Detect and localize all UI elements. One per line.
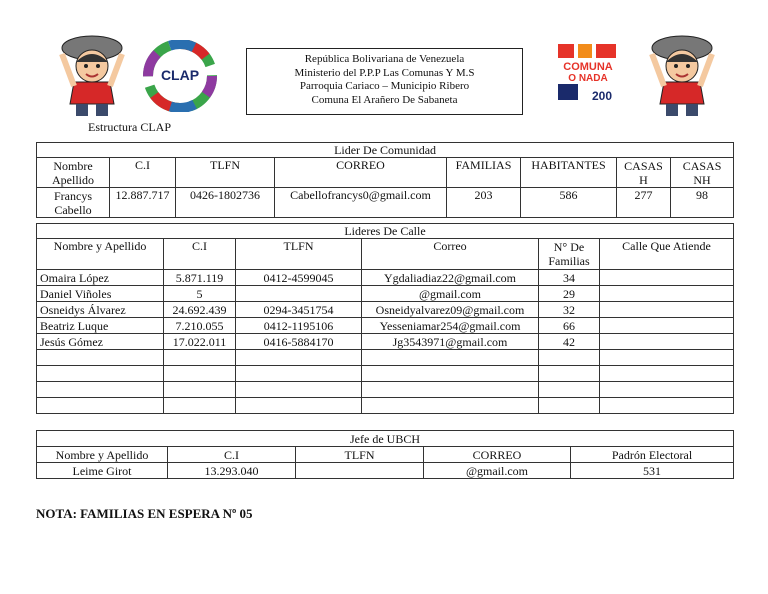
calle-ci: 5.871.119	[164, 270, 236, 286]
svg-text:O NADA: O NADA	[568, 73, 608, 84]
lider-comunidad-title: Lider De Comunidad	[37, 143, 734, 158]
svg-text:CLAP: CLAP	[160, 67, 200, 83]
header-correo: CORREO	[275, 158, 447, 188]
header-habitantes: HABITANTES	[521, 158, 617, 188]
header-familias: FAMILIAS	[447, 158, 521, 188]
calle-familias	[539, 366, 600, 382]
calle-ci: 7.210.055	[164, 318, 236, 334]
table-row	[37, 350, 734, 366]
estructura-label: Estructura CLAP	[88, 120, 171, 134]
calle-atiende	[600, 302, 734, 318]
ubch-correo: @gmail.com	[424, 463, 571, 479]
nota-familias-espera: NOTA: FAMILIAS EN ESPERA Nº 05	[36, 506, 253, 521]
child-logo-right	[640, 32, 724, 120]
calle-nombre	[37, 350, 164, 366]
calle-atiende	[600, 318, 734, 334]
calle-correo	[362, 350, 539, 366]
calle-tlfn: 0412-1195106	[236, 318, 362, 334]
header-nombre-apellido: Nombre Apellido	[37, 158, 110, 188]
table-row	[37, 382, 734, 398]
ubch-tlfn	[296, 463, 424, 479]
calle-nombre: Beatriz Luque	[37, 318, 164, 334]
table-row	[37, 270, 734, 286]
table-row	[37, 302, 734, 318]
lider-nombre: Francys Cabello	[37, 188, 110, 218]
svg-text:200: 200	[591, 89, 613, 103]
header-line-3: Parroquia Cariaco – Municipio Ribero	[299, 80, 470, 92]
header-box	[246, 48, 523, 115]
calle-atiende	[600, 382, 734, 398]
calle-nombre: Jesús Gómez	[37, 334, 164, 350]
jefe-ubch-table	[36, 430, 734, 479]
lider-correo: Cabellofrancys0@gmail.com	[275, 188, 447, 218]
calle-atiende	[600, 286, 734, 302]
calle-familias: 34	[539, 270, 600, 286]
ubch-nombre: Leime Girot	[37, 463, 168, 479]
lider-ci: 12.887.717	[110, 188, 176, 218]
calle-correo: Ygdaliadiaz22@gmail.com	[362, 270, 539, 286]
header-line-4: Comuna El Arañero De Sabaneta	[311, 93, 458, 106]
calle-familias: 42	[539, 334, 600, 350]
calle-tlfn: 0412-4599045	[236, 270, 362, 286]
calle-correo	[362, 398, 539, 414]
calle-correo	[362, 366, 539, 382]
calle-familias	[539, 382, 600, 398]
lider-familias: 203	[447, 188, 521, 218]
calle-nombre	[37, 366, 164, 382]
calle-nombre	[37, 382, 164, 398]
lideres-calle-rows	[37, 270, 734, 414]
lider-tlfn: 0426-1802736	[176, 188, 275, 218]
calle-familias: 32	[539, 302, 600, 318]
calle-atiende	[600, 334, 734, 350]
calle-tlfn	[236, 350, 362, 366]
calle-header-ci: C.I	[164, 239, 236, 270]
calle-header-correo: Correo	[362, 239, 539, 270]
calle-ci	[164, 350, 236, 366]
calle-ci	[164, 398, 236, 414]
calle-familias: 29	[539, 286, 600, 302]
table-row	[37, 286, 734, 302]
calle-tlfn: 0294-3451754	[236, 302, 362, 318]
table-row	[37, 318, 734, 334]
clap-logo	[138, 40, 222, 112]
header-line-2: Ministerio del P.P.P Las Comunas Y M.S	[294, 66, 475, 79]
calle-tlfn	[236, 398, 362, 414]
jefe-ubch-title: Jefe de UBCH	[37, 431, 734, 447]
calle-ci	[164, 382, 236, 398]
calle-atiende	[600, 350, 734, 366]
ubch-header-padron: Padrón Electoral	[571, 447, 734, 463]
calle-header-familias: N° De Familias	[539, 239, 600, 270]
lider-comunidad-table	[36, 142, 734, 218]
header-ci: C.I	[110, 158, 176, 188]
child-logo-left	[50, 32, 134, 120]
calle-tlfn	[236, 366, 362, 382]
lider-casas-h: 277	[617, 188, 671, 218]
calle-familias	[539, 350, 600, 366]
calle-atiende	[600, 270, 734, 286]
calle-correo	[362, 382, 539, 398]
svg-text:COMUNA: COMUNA	[563, 61, 613, 73]
calle-nombre: Omaira López	[37, 270, 164, 286]
calle-tlfn: 0416-5884170	[236, 334, 362, 350]
header-tlfn: TLFN	[176, 158, 275, 188]
calle-correo: Yesseniamar254@gmail.com	[362, 318, 539, 334]
table-row	[37, 398, 734, 414]
calle-tlfn	[236, 286, 362, 302]
calle-correo: Osneidyalvarez09@gmail.com	[362, 302, 539, 318]
header-line-1: República Bolivariana de Venezuela	[304, 53, 465, 65]
calle-nombre: Osneidys Álvarez	[37, 302, 164, 318]
calle-nombre	[37, 398, 164, 414]
ubch-header-tlfn: TLFN	[296, 447, 424, 463]
calle-ci: 24.692.439	[164, 302, 236, 318]
calle-correo: Jg3543971@gmail.com	[362, 334, 539, 350]
ubch-header-ci: C.I	[168, 447, 296, 463]
lideres-calle-table	[36, 223, 734, 414]
calle-header-nombre: Nombre y Apellido	[37, 239, 164, 270]
ubch-padron: 531	[571, 463, 734, 479]
calle-familias	[539, 398, 600, 414]
calle-header-tlfn: TLFN	[236, 239, 362, 270]
header-casas-nh: CASAS NH	[671, 158, 734, 188]
table-row	[37, 334, 734, 350]
table-row	[37, 366, 734, 382]
comuna-o-nada-logo	[556, 42, 620, 108]
ubch-header-correo: CORREO	[424, 447, 571, 463]
calle-header-calle: Calle Que Atiende	[600, 239, 734, 270]
calle-ci: 17.022.011	[164, 334, 236, 350]
calle-ci	[164, 366, 236, 382]
calle-ci: 5	[164, 286, 236, 302]
ubch-ci: 13.293.040	[168, 463, 296, 479]
calle-nombre: Daniel Viñoles	[37, 286, 164, 302]
calle-tlfn	[236, 382, 362, 398]
header-casas-h: CASAS H	[617, 158, 671, 188]
lideres-calle-title: Lideres De Calle	[37, 224, 734, 239]
calle-correo: @gmail.com	[362, 286, 539, 302]
calle-familias: 66	[539, 318, 600, 334]
calle-atiende	[600, 398, 734, 414]
lider-casas-nh: 98	[671, 188, 734, 218]
ubch-header-nombre: Nombre y Apellido	[37, 447, 168, 463]
lider-habitantes: 586	[521, 188, 617, 218]
calle-atiende	[600, 366, 734, 382]
